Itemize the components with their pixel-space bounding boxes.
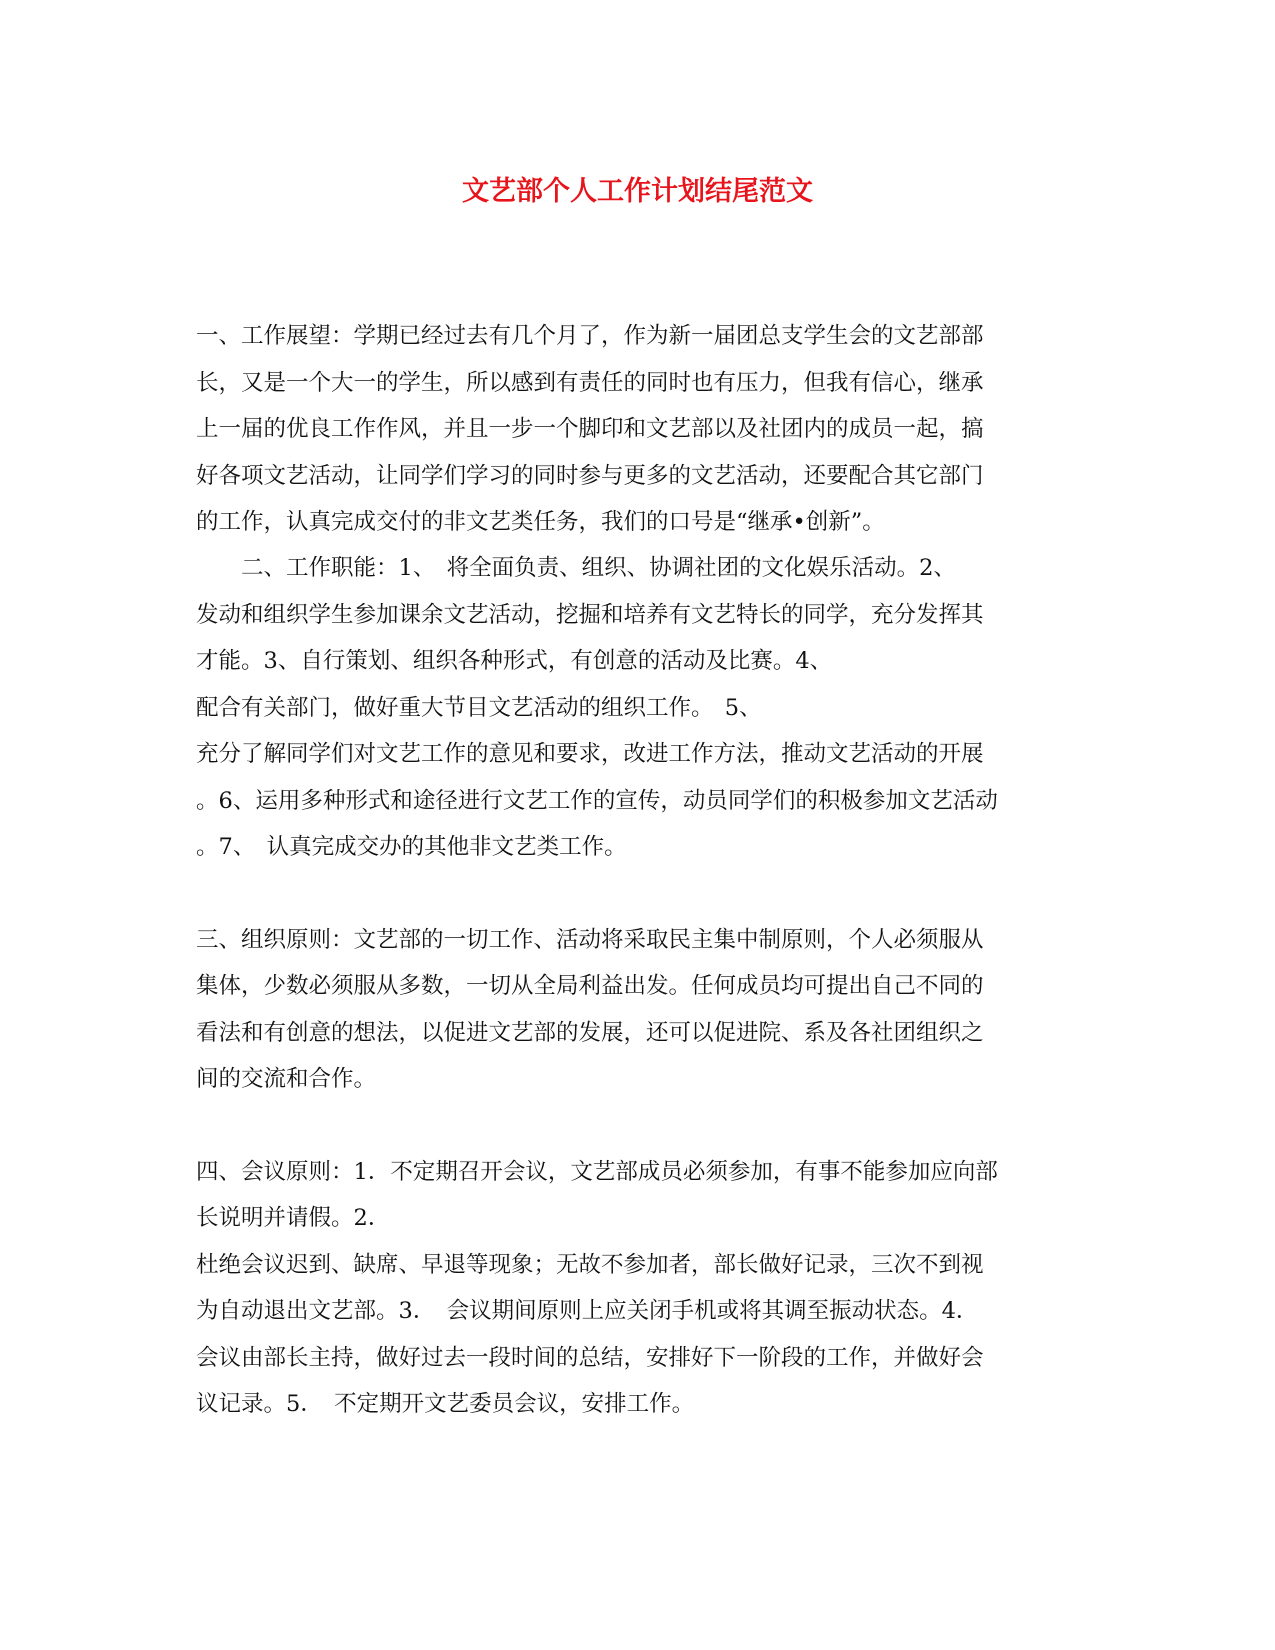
text-line: 会议由部长主持，做好过去一段时间的总结，安排好下一阶段的工作，并做好会 xyxy=(196,1345,984,1371)
text-line: 好各项文艺活动，让同学们学习的同时参与更多的文艺活动，还要配合其它部门 xyxy=(196,463,984,489)
text-line: 上一届的优良工作作风，并且一步一个脚印和文艺部以及社团内的成员一起，搞 xyxy=(196,416,984,442)
text-line: 二、工作职能：1、 将全面负责、组织、协调社团的文化娱乐活动。2、 xyxy=(196,555,956,581)
text-line: 配合有关部门，做好重大节目文艺活动的组织工作。 5、 xyxy=(196,695,762,721)
text-line: 间的交流和合作。 xyxy=(196,1066,377,1092)
text-line: 杜绝会议迟到、缺席、早退等现象；无故不参加者，部长做好记录，三次不到视 xyxy=(196,1252,984,1278)
document-title: 文艺部个人工作计划结尾范文 xyxy=(462,176,813,207)
text-line: 长，又是一个大一的学生，所以感到有责任的同时也有压力，但我有信心，继承 xyxy=(196,370,984,396)
text-line: 三、组织原则：文艺部的一切工作、活动将采取民主集中制原则，个人必须服从 xyxy=(196,927,984,953)
text-line: 。7、 认真完成交办的其他非文艺类工作。 xyxy=(196,834,627,860)
text-line: 的工作，认真完成交付的非文艺类任务，我们的口号是“继承•创新”。 xyxy=(196,509,885,535)
text-line: 发动和组织学生参加课余文艺活动，挖掘和培养有文艺特长的同学，充分发挥其 xyxy=(196,602,984,628)
text-line: 充分了解同学们对文艺工作的意见和要求，改进工作方法，推动文艺活动的开展 xyxy=(196,741,984,767)
text-line: 议记录。5． 不定期开文艺委员会议，安排工作。 xyxy=(196,1391,695,1417)
text-line: 长说明并请假。2． xyxy=(196,1205,391,1231)
text-line: 看法和有创意的想法，以促进文艺部的发展，还可以促进院、系及各社团组织之 xyxy=(196,1020,984,1046)
text-line: 为自动退出文艺部。3． 会议期间原则上应关闭手机或将其调至振动状态。4． xyxy=(196,1298,979,1324)
text-line: 。6、运用多种形式和途径进行文艺工作的宣传，动员同学们的积极参加文艺活动 xyxy=(196,788,998,814)
text-line: 一、工作展望：学期已经过去有几个月了，作为新一届团总支学生会的文艺部部 xyxy=(196,323,984,349)
text-line: 才能。3、自行策划、组织各种形式，有创意的活动及比赛。4、 xyxy=(196,648,833,674)
text-line: 集体，少数必须服从多数，一切从全局利益出发。任何成员均可提出自己不同的 xyxy=(196,973,984,999)
text-line: 四、会议原则：1．不定期召开会议，文艺部成员必须参加，有事不能参加应向部 xyxy=(196,1159,998,1185)
